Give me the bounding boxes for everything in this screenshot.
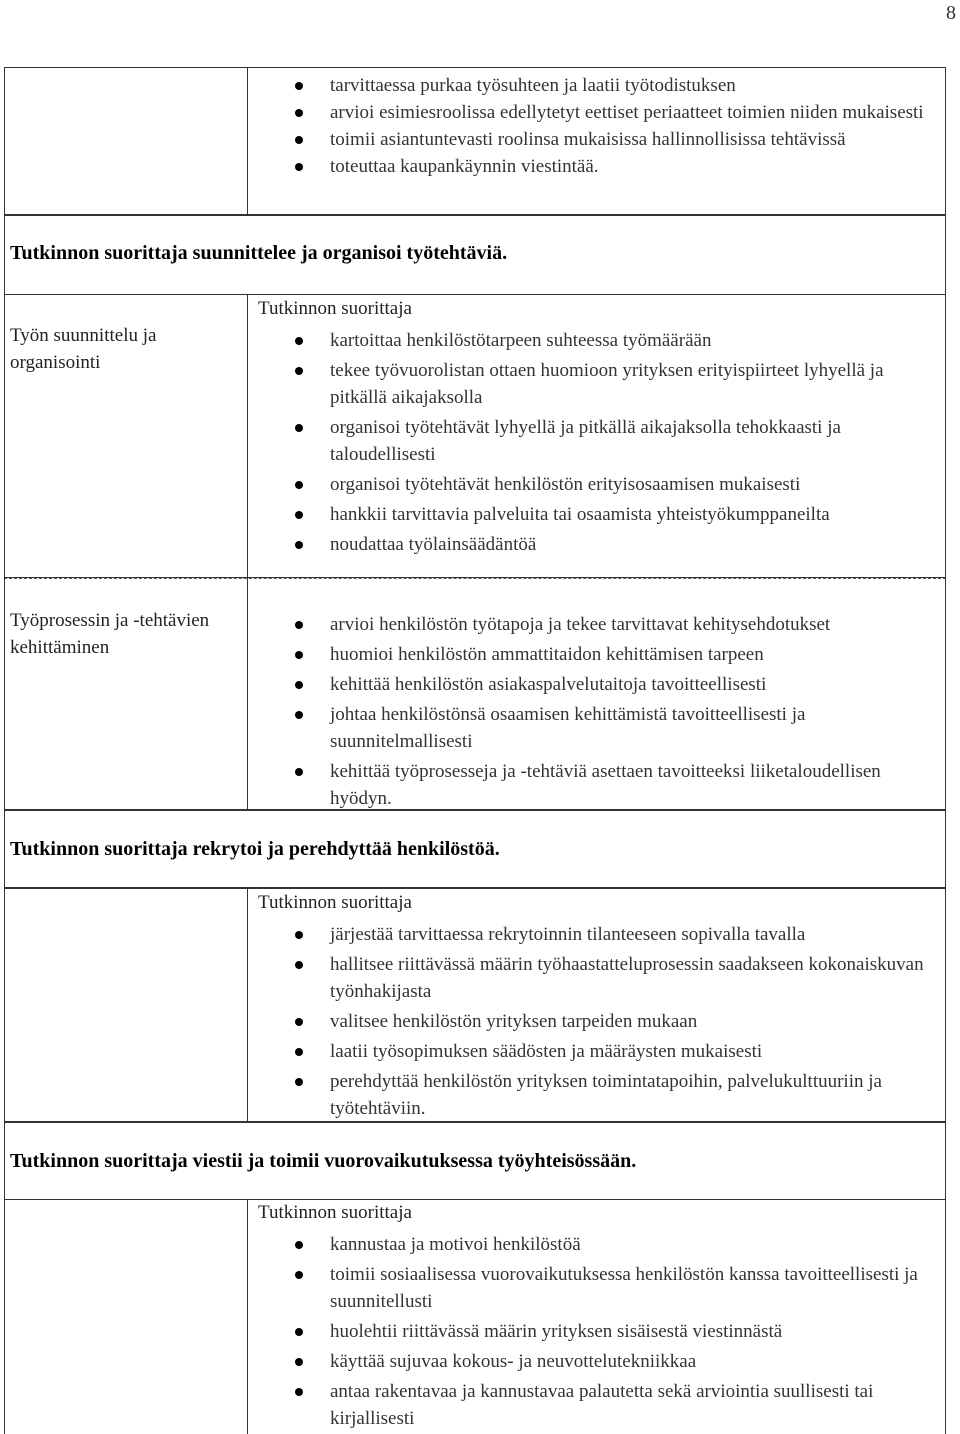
list-item: noudattaa työlainsäädäntöä — [258, 531, 938, 558]
planning-divider — [247, 294, 248, 578]
list-item: laatii työsopimuksen säädösten ja määräysten mukaisesti — [258, 1038, 938, 1065]
list-item: huolehtii riittävässä määrin yrityksen sisäisestä viestinnästä — [258, 1318, 938, 1345]
list-item: antaa rakentavaa ja kannustavaa palautetta sekä arviointia suullisesti tai kirjallisesti — [258, 1378, 938, 1432]
bullet-icon — [295, 109, 303, 117]
bullet-icon — [295, 1388, 303, 1396]
list-item: huomioi henkilöstön ammattitaidon kehittämisen tarpeen — [258, 641, 938, 668]
list-item: johtaa henkilöstönsä osaamisen kehittämistä tavoitteellisesti ja suunnitelmallisesti — [258, 701, 938, 755]
section-heading: Tutkinnon suorittaja suunnittelee ja organisoi työtehtäviä. — [10, 242, 508, 264]
list-item: toimii sosiaalisessa vuorovaikutuksessa henkilöstön kanssa tavoitteellisesti ja suunnitellusti — [258, 1261, 938, 1315]
bullet-icon — [295, 511, 303, 519]
planning-label: Työn suunnittelu ja organisointi — [10, 325, 157, 373]
bullet-icon — [295, 651, 303, 659]
list-item: tekee työvuorolistan ottaen huomioon yrityksen erityispiirteet lyhyellä ja pitkällä aikajaksolla — [258, 357, 938, 411]
bullet-icon — [295, 337, 303, 345]
bullet-icon — [295, 481, 303, 489]
bullet-icon — [295, 768, 303, 776]
bullet-icon — [295, 1271, 303, 1279]
list-item: perehdyttää henkilöstön yrityksen toimintatapoihin, palvelukulttuuriin ja työtehtäviin. — [258, 1068, 938, 1122]
section-heading: Tutkinnon suorittaja rekrytoi ja perehdyttää henkilöstöä. — [10, 838, 500, 860]
list-item: tarvittaessa purkaa työsuhteen ja laatii työtodistuksen — [258, 72, 938, 99]
process-label: Työprosessin ja -tehtävien kehittäminen — [10, 610, 210, 658]
list-item: valitsee henkilöstön yrityksen tarpeiden mukaan — [258, 1008, 938, 1035]
bullet-icon — [295, 1358, 303, 1366]
communication-intro: Tutkinnon suorittaja — [258, 1202, 412, 1223]
recruit-bullet-list — [258, 921, 938, 1122]
bullet-icon — [295, 82, 303, 90]
bullet-icon — [295, 136, 303, 144]
bullet-icon — [295, 541, 303, 549]
bullet-icon — [295, 424, 303, 432]
list-item: kehittää henkilöstön asiakaspalvelutaitoja tavoitteellisesti — [258, 671, 938, 698]
bullet-icon — [295, 1048, 303, 1056]
list-item: toteuttaa kaupankäynnin viestintää. — [258, 153, 938, 180]
recruit-intro: Tutkinnon suorittaja — [258, 892, 412, 913]
page-number: 8 — [946, 2, 956, 24]
list-item: kannustaa ja motivoi henkilöstöä — [258, 1231, 938, 1258]
bullet-icon — [295, 1328, 303, 1336]
top-bullet-list — [258, 72, 938, 180]
list-item: hallitsee riittävässä määrin työhaastatteluprosessin saadakseen kokonaiskuvan työnhakijasta — [258, 951, 938, 1005]
bullet-icon — [295, 931, 303, 939]
top-divider — [247, 67, 248, 215]
bullet-icon — [295, 1241, 303, 1249]
list-item: toimii asiantuntevasti roolinsa mukaisissa hallinnollisissa tehtävissä — [258, 126, 938, 153]
list-item: organisoi työtehtävät henkilöstön erityisosaamisen mukaisesti — [258, 471, 938, 498]
process-bullet-list — [258, 611, 938, 812]
bullet-icon — [295, 1078, 303, 1086]
recruit-divider — [247, 888, 248, 1122]
list-item: arvioi esimiesroolissa edellytetyt eettiset periaatteet toimien niiden mukaisesti — [258, 99, 938, 126]
list-item: käyttää sujuvaa kokous- ja neuvottelutekniikkaa — [258, 1348, 938, 1375]
bullet-icon — [295, 1018, 303, 1026]
list-item: arvioi henkilöstön työtapoja ja tekee tarvittavat kehitysehdotukset — [258, 611, 938, 638]
process-divider — [247, 578, 248, 810]
list-item: hankkii tarvittavia palveluita tai osaamista yhteistyökumppaneilta — [258, 501, 938, 528]
bullet-icon — [295, 621, 303, 629]
section-heading: Tutkinnon suorittaja viestii ja toimii vuorovaikutuksessa työyhteisössään. — [10, 1150, 637, 1172]
list-item: kartoittaa henkilöstötarpeen suhteessa työmäärään — [258, 327, 938, 354]
bullet-icon — [295, 681, 303, 689]
list-item: järjestää tarvittaessa rekrytoinnin tilanteeseen sopivalla tavalla — [258, 921, 938, 948]
list-item: organisoi työtehtävät lyhyellä ja pitkällä aikajaksolla tehokkaasti ja taloudellisesti — [258, 414, 938, 468]
planning-bullet-list — [258, 327, 938, 558]
communication-bullet-list — [258, 1231, 938, 1432]
communication-divider — [247, 1200, 248, 1434]
planning-intro: Tutkinnon suorittaja — [258, 298, 412, 319]
bullet-icon — [295, 367, 303, 375]
list-item: kehittää työprosesseja ja -tehtäviä asettaen tavoitteeksi liiketaloudellisen hyödyn. — [258, 758, 938, 812]
bullet-icon — [295, 163, 303, 171]
bullet-icon — [295, 711, 303, 719]
bullet-icon — [295, 961, 303, 969]
